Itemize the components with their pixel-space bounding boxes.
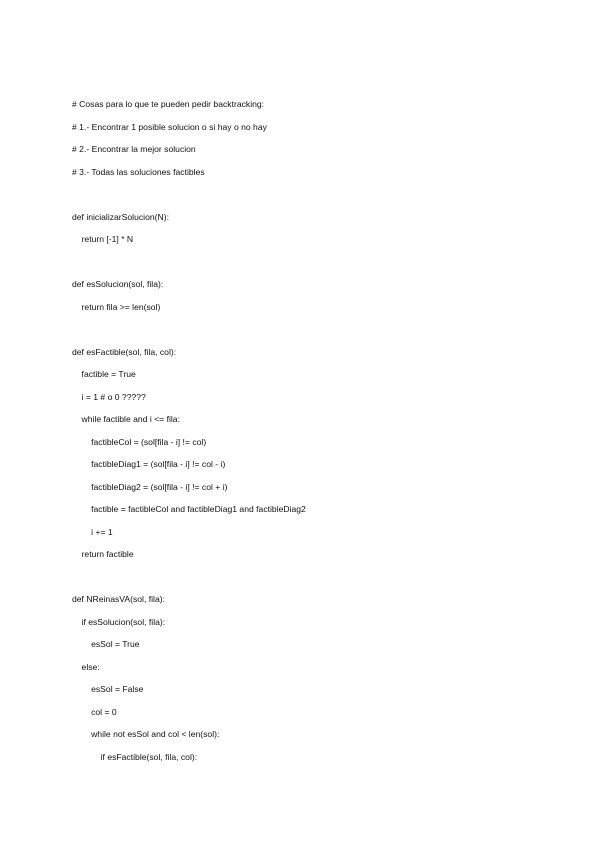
code-line: # Cosas para lo que te pueden pedir backtracking: — [72, 99, 265, 109]
code-line: return [-1] * N — [72, 234, 134, 244]
blank-line — [72, 186, 572, 209]
code-line: esSol = False — [72, 684, 144, 694]
code-line: # 3.- Todas las soluciones factibles — [72, 166, 205, 177]
code-line: while not esSol and col < len(sol): — [72, 729, 220, 739]
blank-line — [72, 569, 572, 592]
code-line: if esSolucion(sol, fila): — [72, 616, 166, 627]
code-line: col = 0 — [72, 706, 117, 717]
code-line: return fila >= len(sol) — [72, 301, 161, 312]
code-line: return factible — [72, 549, 134, 559]
blank-line — [72, 254, 572, 277]
code-line: # 2.- Encontrar la mejor solucion — [72, 144, 196, 154]
code-line: def esSolucion(sol, fila): — [72, 279, 164, 289]
code-line: # 1.- Encontrar 1 posible solucion o si hay o no hay — [72, 121, 267, 132]
code-listing — [72, 96, 572, 771]
code-line: def esFactible(sol, fila, col): — [72, 346, 177, 357]
code-line: factibleDiag1 = (sol[fila - i] != col - i) — [72, 459, 226, 469]
code-line: i = 1 # o 0 ????? — [72, 391, 146, 402]
code-line: esSol = True — [72, 639, 140, 649]
code-line: factible = True — [72, 369, 136, 379]
code-line: else: — [72, 661, 100, 672]
code-line: factible = factibleCol and factibleDiag1 and factibleDiag2 — [72, 504, 306, 514]
code-line: factibleCol = (sol[fila - i] != col) — [72, 436, 207, 447]
code-line: while factible and i <= fila: — [72, 414, 180, 424]
code-line: factibleDiag2 = (sol[fila - i] != col + i) — [72, 481, 228, 492]
code-line: def inicializarSolucion(N): — [72, 211, 169, 222]
blank-line — [72, 321, 572, 344]
code-line: i += 1 — [72, 526, 113, 537]
code-line: def NReinasVA(sol, fila): — [72, 594, 165, 604]
code-line: if esFactible(sol, fila, col): — [72, 751, 198, 762]
